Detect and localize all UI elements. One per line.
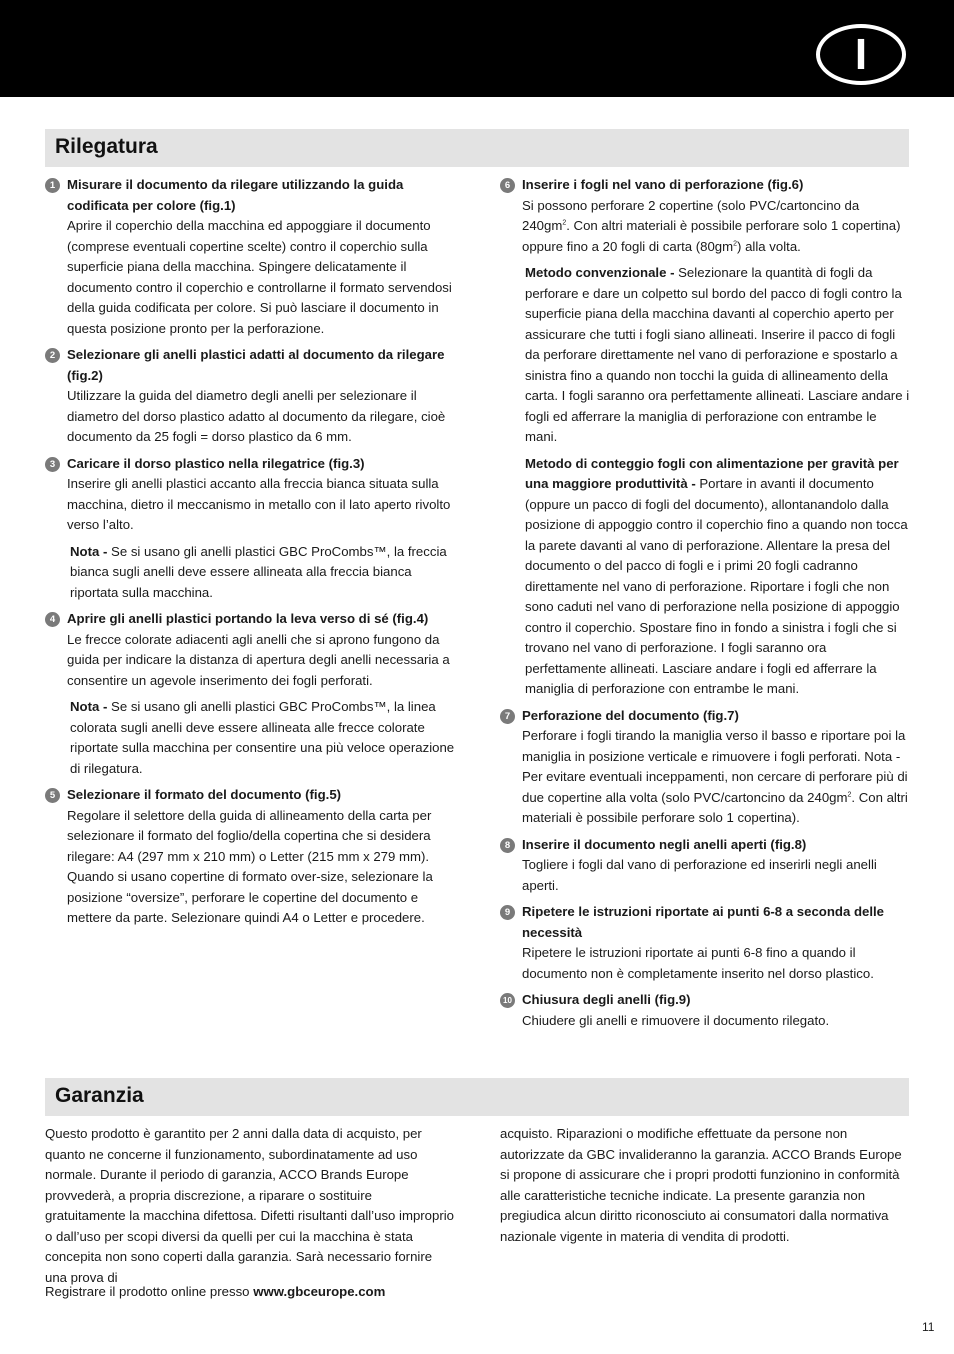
step-5 <box>45 785 455 929</box>
body-part: Perforare i fogli tirando la maniglia verso il basso e riportare poi la maniglia in posizione verticale e rimuovere i fogli perforati. Nota - Per evitare eventuali inceppamenti, non cercare di perforare più di due copertine alla volta (solo PVC/cartoncino da 240gm <box>522 728 908 805</box>
page-number: 11 <box>922 1320 935 1334</box>
step-title: Inserire il documento negli anelli aperti (fig.8) <box>522 836 807 852</box>
step-8 <box>500 835 910 897</box>
step-2 <box>45 345 455 448</box>
step-4 <box>45 609 455 779</box>
step-3 <box>45 454 455 604</box>
section-title: Rilegatura <box>55 135 158 158</box>
note-text: Se si usano gli anelli plastici GBC ProCombs™, la freccia bianca sugli anelli deve essere allineata alla freccia bianca riportata sulla macchina. <box>70 543 447 600</box>
step-note <box>70 697 455 779</box>
register-text: Registrare il prodotto online presso <box>45 1284 254 1299</box>
top-banner <box>0 0 954 97</box>
step-number-badge: 5 <box>45 788 60 803</box>
step-number-badge: 1 <box>45 178 60 193</box>
superscript: 2 <box>562 219 567 227</box>
register-link[interactable]: www.gbceurope.com <box>253 1284 386 1299</box>
body-part: . Con altri materiali è possibile perforare solo 1 copertina). <box>522 789 908 825</box>
step-body: Inserire gli anelli plastici accanto alla freccia bianca situata sulla macchina, dietro il meccanismo in metallo con il lato aperto rivolto verso l’alto. <box>67 476 451 532</box>
step-title: Aprire gli anelli plastici portando la leva verso di sé (fig.4) <box>67 611 429 626</box>
section-title: Garanzia <box>55 1084 144 1107</box>
step-note <box>70 542 455 604</box>
step-body: Chiudere gli anelli e rimuovere il documento rilegato. <box>522 1012 830 1028</box>
step-7 <box>500 706 910 829</box>
step-6 <box>500 175 910 700</box>
step-title: Ripetere le istruzioni riportate ai punti 6-8 a seconda delle necessità <box>522 904 885 940</box>
step-body <box>522 726 910 829</box>
step-body: Regolare il selettore della guida di allineamento della carta per selezionare il formato del foglio/della copertina che si desidera rilegare: A4 (297 mm x 210 mm) o Letter (215 mm x 279 mm). Quando si usano copertine di formato over-size, selezionare la posizione “oversize”, perforare le copertine del documento e mettere da parte. Selezionare quindi A4 o Letter e procedere. <box>67 807 433 925</box>
register-line <box>45 1282 545 1303</box>
body-part: . Con altri materiali è possibile perforare solo 1 copertina) oppure fino a 20 fogli di carta (80gm <box>522 218 901 254</box>
step-title: Selezionare il formato del documento (fig.5) <box>67 787 342 802</box>
step-number-badge: 9 <box>500 905 515 920</box>
step-body: Aprire il coperchio della macchina ed appoggiare il documento (comprese eventuali copertine scelte) contro il coperchio sulla superficie piana della macchina. Spingere delicatamente il documento contro il coperchio e controllarne il formato servendosi della guida codificata per colore. Si può lasciare il documento in questa posizione pronto per la perforazione. <box>67 218 452 336</box>
step-title: Caricare il dorso plastico nella rilegatrice (fig.3) <box>67 455 365 471</box>
section-header-garanzia <box>45 1078 909 1116</box>
step-body <box>522 196 910 258</box>
body-part: ) alla volta. <box>737 238 801 254</box>
step-title: Inserire i fogli nel vano di perforazione (fig.6) <box>522 177 804 192</box>
section-header-rilegatura <box>45 129 909 167</box>
language-badge: I <box>816 24 906 85</box>
right-column <box>500 175 910 1037</box>
warranty-right-text: acquisto. Riparazioni o modifiche effettuate da persone non autorizzate da GBC invalideranno la garanzia. ACCO Brands Europe si propone di assicurare che i propri prodotti funzionino in conformità alle caratteristiche tecniche indicate. La presente garanzia non pregiudica alcun diritto riconosciuto ai consumatori dalla normativa nazionale vigente in materia di vendita di prodotti. <box>500 1126 902 1244</box>
body-part: Si possono perforare 2 copertine (solo PVC/cartoncino da 240gm <box>522 197 860 233</box>
step-title: Chiusura degli anelli (fig.9) <box>522 992 691 1007</box>
method-conventional <box>525 263 910 448</box>
note-label: Nota - <box>70 543 108 559</box>
method-gravity <box>525 454 910 700</box>
step-number-badge: 8 <box>500 838 515 853</box>
step-body: Togliere i fogli dal vano di perforazione ed inserirli negli anelli aperti. <box>522 857 877 893</box>
note-label: Nota - <box>70 699 108 714</box>
step-title: Perforazione del documento (fig.7) <box>522 707 739 723</box>
method-text: Selezionare la quantità di fogli da perforare e dare un colpetto sul bordo del pacco di fogli contro la superficie piana della macchina davanti al coperchio aperto per assicurare che tutti i fogli siano allineati. Inserire il pacco di fogli da perforare direttamente nel vano di perforazione e spostarlo a sinistra fino a quando non tocchi la guida di allineamento della carta. I fogli saranno ora perfettamente allineati. Lasciare andare i fogli ed afferrare la maniglia di perforazione con entrambe le mani. <box>525 265 910 444</box>
superscript: 2 <box>847 791 852 799</box>
superscript: 2 <box>733 240 738 248</box>
left-column <box>45 175 455 935</box>
step-number-badge: 10 <box>500 993 515 1008</box>
step-number-badge: 6 <box>500 178 515 193</box>
step-body: Ripetere le istruzioni riportate ai punti 6-8 fino a quando il documento non è completamente inserito nel dorso plastico. <box>522 945 874 981</box>
method-label: Metodo convenzionale - <box>525 265 675 280</box>
step-number-badge: 2 <box>45 348 60 363</box>
step-number-badge: 3 <box>45 457 60 472</box>
method-label: Metodo di conteggio fogli con alimentazione per gravità per una maggiore produttività - <box>525 455 899 491</box>
step-1 <box>45 175 455 339</box>
step-9 <box>500 902 910 984</box>
warranty-left-text: Questo prodotto è garantito per 2 anni dalla data di acquisto, per quanto ne concerne il funzionamento, subordinatamente ad uso normale. Durante il periodo di garanzia, ACCO Brands Europe provvederà, a propria discrezione, a riparare o sostituire gratuitamente la macchina difettosa. Difetti risultanti dall’uso improprio o dall’uso per scopi diversi da quelli per cui la macchina è stata concepita non sono coperti dalla garanzia. Sarà necessario fornire una prova di <box>45 1126 455 1285</box>
step-number-badge: 7 <box>500 709 515 724</box>
step-body: Le frecce colorate adiacenti agli anelli che si aprono fungono da guida per indicare la distanza di apertura degli anelli necessaria a consentire un agevole inserimento dei fogli perforati. <box>67 631 450 688</box>
method-text: Portare in avanti il documento (oppure un pacco di fogli del documento), allontanandolo dalla posizione di appoggio contro il coperchio fino a quando non tocca la parete davanti al vano di perforazione. Allentare la presa del documento o del pacco di fogli e i primi 20 fogli cadranno direttamente nel vano di perforazione. Riportare i fogli che non sono caduti nel vano di perforazione nella posizione di appoggio contro il coperchio. Spostare fino in fondo a sinistra i fogli che si trovano nel vano di perforazione. I fogli saranno ora perfettamente allineati. Lasciare andare i fogli ed afferrare la maniglia di perforazione con entrambe le mani. <box>525 476 908 696</box>
step-title: Selezionare gli anelli plastici adatti al documento da rilegare (fig.2) <box>67 347 445 383</box>
step-10 <box>500 990 910 1031</box>
step-body: Utilizzare la guida del diametro degli anelli per selezionare il diametro del dorso plastico adatto al documento da rilegare, cioè documento da 25 fogli = dorso plastico da 6 mm. <box>67 388 446 444</box>
step-title: Misurare il documento da rilegare utilizzando la guida codificata per colore (fig.1) <box>67 177 404 213</box>
note-text: Se si usano gli anelli plastici GBC ProCombs™, la linea colorata sugli anelli deve essere allineata alle frecce colorate riportate sulla macchina per consentire una più veloce operazione di rilegatura. <box>70 699 455 776</box>
step-number-badge: 4 <box>45 612 60 627</box>
